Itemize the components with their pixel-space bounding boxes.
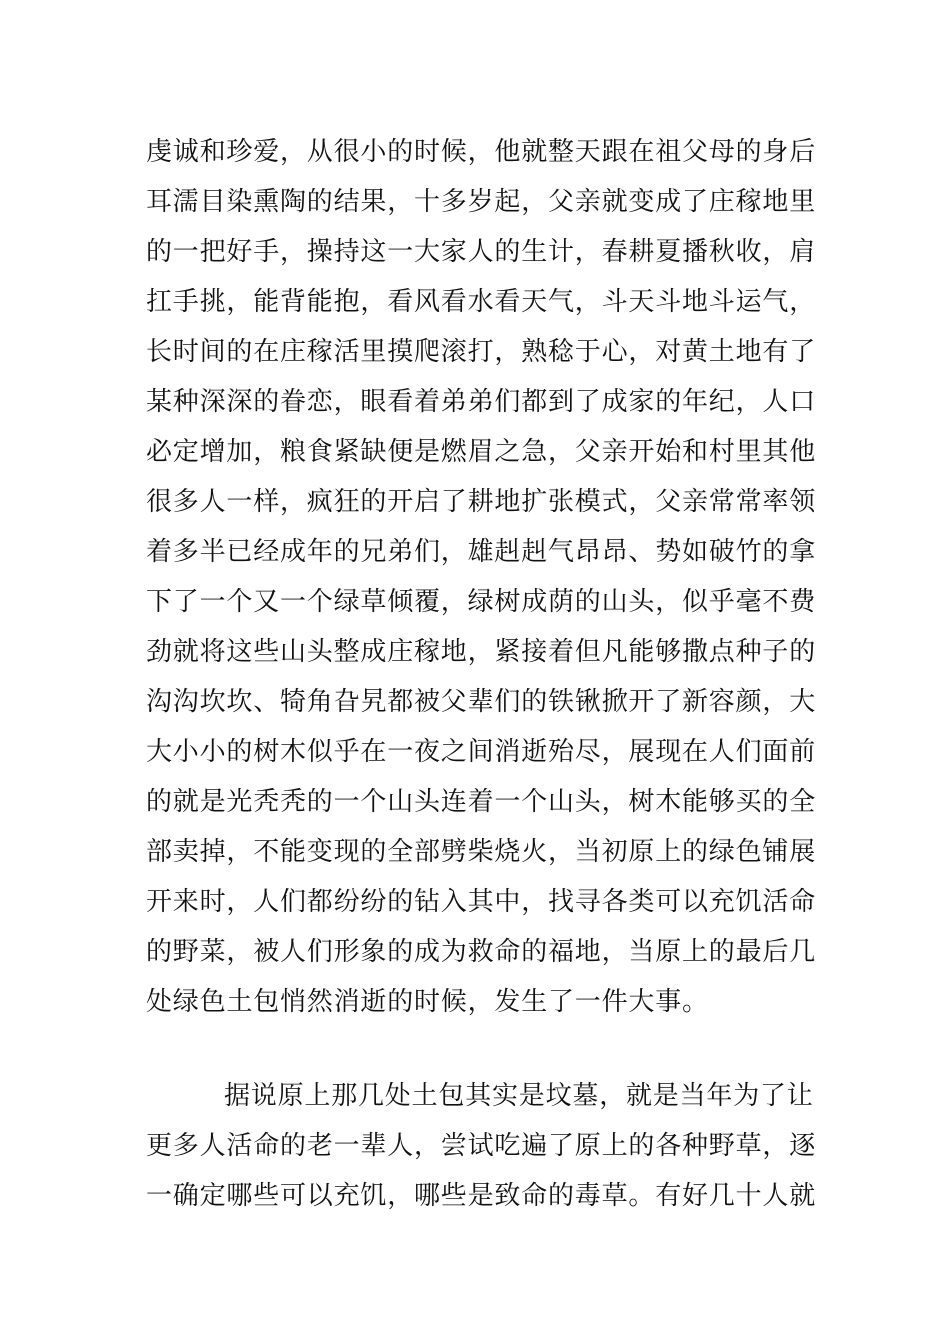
text-line: 的就是光秃秃的一个山头连着一个山头，树木能够买的全: [146, 787, 817, 817]
text-line: 沟沟坎坎、犄角旮旯都被父辈们的铁锹掀开了新容颜，大: [146, 687, 817, 717]
paragraph-2: [146, 1071, 817, 1221]
text-line: 的一把好手，操持这一大家人的生计，春耕夏播秋收，肩: [146, 237, 817, 267]
text-line: 某种深深的眷恋，眼看着弟弟们都到了成家的年纪，人口: [146, 387, 817, 417]
text-line: 劲就将这些山头整成庄稼地，紧接着但凡能够撒点种子的: [146, 637, 817, 667]
text-line: 开来时，人们都纷纷的钻入其中，找寻各类可以充饥活命: [146, 887, 817, 917]
text-line: 部卖掉，不能变现的全部劈柴烧火，当初原上的绿色铺展: [146, 837, 817, 867]
text-line-indented: 据说原上那几处土包其实是坟墓，就是当年为了让: [224, 1081, 814, 1111]
text-line: 下了一个又一个绿草倾覆，绿树成荫的山头，似乎毫不费: [146, 587, 817, 617]
text-line: 一确定哪些可以充饥，哪些是致命的毒草。有好几十人就: [146, 1181, 817, 1211]
text-line: 很多人一样，疯狂的开启了耕地扩张模式，父亲常常率领: [146, 487, 817, 517]
paragraph-1: [146, 127, 817, 1027]
text-line: 着多半已经成年的兄弟们，雄赳赳气昂昂、势如破竹的拿: [146, 537, 817, 567]
text-line: 的野菜，被人们形象的成为救命的福地，当原上的最后几: [146, 937, 817, 967]
text-line: 耳濡目染熏陶的结果，十多岁起，父亲就变成了庄稼地里: [146, 187, 817, 217]
text-line: 虔诚和珍爱，从很小的时候，他就整天跟在祖父母的身后: [146, 137, 817, 167]
text-line: 必定增加，粮食紧缺便是燃眉之急，父亲开始和村里其他: [146, 437, 817, 467]
text-line: 大小小的树木似乎在一夜之间消逝殆尽，展现在人们面前: [146, 737, 817, 767]
text-line: 处绿色土包悄然消逝的时候，发生了一件大事。: [146, 987, 709, 1017]
text-line: 长时间的在庄稼活里摸爬滚打，熟稔于心，对黄土地有了: [146, 337, 817, 367]
text-line: 更多人活命的老一辈人，尝试吃遍了原上的各种野草，逐: [146, 1131, 817, 1161]
text-line: 扛手挑，能背能抱，看风看水看天气，斗天斗地斗运气，: [146, 287, 817, 317]
